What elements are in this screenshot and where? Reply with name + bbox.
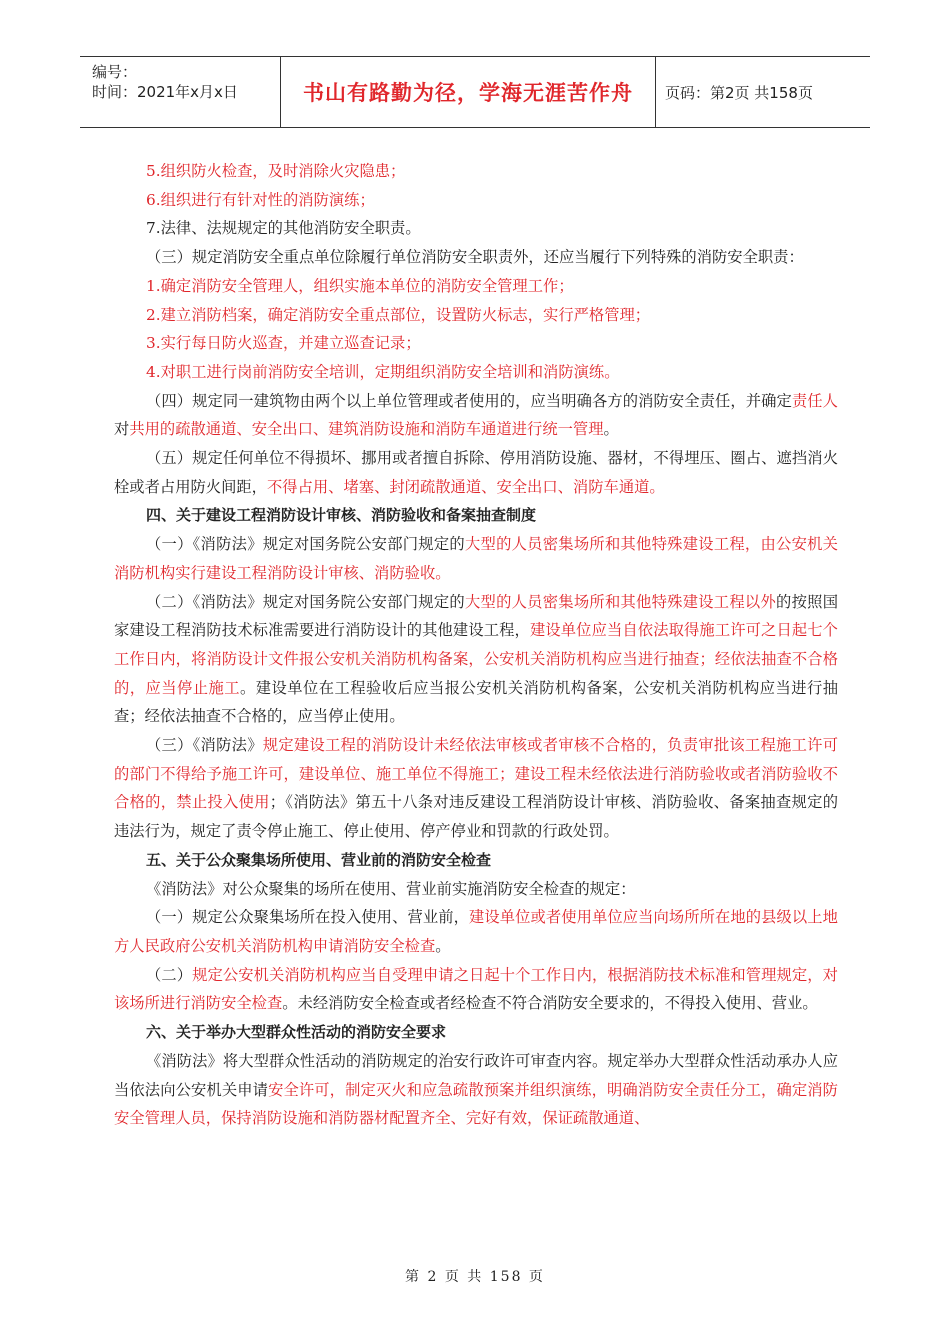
text-segment: （二）《消防法》规定对国务院公安部门规定的 xyxy=(146,592,465,611)
text-segment: 。 xyxy=(603,420,619,439)
text-segment: 7.法律、法规规定的其他消防安全职责。 xyxy=(146,219,421,238)
text-segment: 对 xyxy=(114,420,130,439)
highlighted-text: 3.实行每日防火巡查，并建立巡查记录； xyxy=(146,334,421,353)
text-segment: （五）规定任何单位不得损坏、挪用或者擅自拆除、停用消防设施、器材，不得埋压、圈占、遮挡消火栓或者占用防火间距， xyxy=(114,449,838,496)
header-page-info: 页码：第2页 共158页 xyxy=(665,83,813,102)
highlighted-text: 2.建立消防档案，确定消防安全重点部位，设置防火标志，实行严格管理； xyxy=(146,305,651,324)
highlighted-text: 建设单位应当自依法取得施工许可之日起七个工作日内，将消防设计文件报公安机关消防机构备案，公安机关消防机构应当进行抽查；经依法抽查不合格的，应当停止施工 xyxy=(114,621,838,697)
text-segment: （一）《消防法》规定对国务院公安部门规定的 xyxy=(146,535,465,554)
highlighted-text: 共用的疏散通道、安全出口、建筑消防设施和消防车通道进行统一管理 xyxy=(129,420,604,439)
highlighted-text: 不得占用、堵塞、封闭疏散通道、安全出口、消防车通道。 xyxy=(266,477,665,496)
paragraph xyxy=(114,358,838,387)
text-segment: 。建设单位在工程验收后应当报公安机关消防机构备案，公安机关消防机构应当进行抽查；经依法抽查不合格的，应当停止使用。 xyxy=(114,678,838,726)
highlighted-text: 安全许可，制定灭火和应急疏散预案并组织演练，明确消防安全责任分工，确定消防安全管理人员，保持消防设施和消防器材配置齐全、完好有效，保证疏散通道、 xyxy=(114,1080,838,1128)
paragraph xyxy=(114,588,838,732)
paragraph xyxy=(114,903,838,960)
document-number: 编号： xyxy=(92,63,138,81)
section-heading xyxy=(114,846,838,875)
paragraph xyxy=(114,1047,838,1133)
highlighted-text: 6.组织进行有针对性的消防演练； xyxy=(146,190,375,209)
highlighted-text: 5.组织防火检查，及时消除火灾隐患； xyxy=(146,162,406,180)
page-header xyxy=(80,56,870,128)
paragraph xyxy=(114,243,838,272)
paragraph xyxy=(114,961,838,1018)
text-segment: 。未经消防安全检查或者经检查不符合消防安全要求的，不得投入使用、营业。 xyxy=(282,994,818,1013)
text-segment: （二） xyxy=(146,965,193,984)
text-segment: （一）规定公众聚集场所在投入使用、营业前， xyxy=(146,908,469,927)
text-segment: 的按照国家建设工程消防技术标准需要进行消防设计的其他建设工程， xyxy=(114,592,838,640)
header-meta xyxy=(80,57,280,132)
paragraph xyxy=(114,186,838,215)
text-segment: 《消防法》对公众聚集的场所在使用、营业前实施消防安全检查的规定： xyxy=(146,879,636,898)
text-segment: 六、关于举办大型群众性活动的消防安全要求 xyxy=(146,1023,447,1042)
text-segment: （三）规定消防安全重点单位除履行单位消防安全职责外，还应当履行下列特殊的消防安全职责： xyxy=(146,248,804,267)
highlighted-text: 规定公安机关消防机构应当自受理申请之日起十个工作日内，根据消防技术标准和管理规定，对该场所进行消防安全检查 xyxy=(114,965,838,1013)
header-motto-cell xyxy=(280,57,656,127)
header-page-info-cell xyxy=(655,57,880,127)
highlighted-text: 规定建设工程的消防设计未经依法审核或者审核不合格的，负责审批该工程施工许可的部门不得给予施工许可，建设单位、施工单位不得施工；建设工程未经依法进行消防验收或者消防验收不合格的，禁止投入使用 xyxy=(114,736,838,812)
text-segment: （三）《消防法》 xyxy=(146,736,263,755)
paragraph xyxy=(114,731,838,846)
highlighted-text: 大型的人员密集场所和其他特殊建设工程，由公安机关消防机构实行建设工程消防设计审核、消防验收。 xyxy=(114,535,838,582)
paragraph xyxy=(114,387,838,444)
section-heading xyxy=(114,501,838,530)
section-heading xyxy=(114,1018,838,1047)
highlighted-text: 大型的人员密集场所和其他特殊建设工程以外 xyxy=(464,592,777,611)
paragraph xyxy=(114,444,838,501)
paragraph xyxy=(114,875,838,904)
document-date: 时间：2021年x月x日 xyxy=(92,83,238,101)
text-segment: 五、关于公众聚集场所使用、营业前的消防安全检查 xyxy=(146,850,492,869)
text-segment: （四）规定同一建筑物由两个以上单位管理或者使用的，应当明确各方的消防安全责任，并确定 xyxy=(146,391,792,410)
header-motto: 书山有路勤为径，学海无涯苦作舟 xyxy=(303,81,633,105)
text-segment: 四、关于建设工程消防设计审核、消防验收和备案抽查制度 xyxy=(146,506,537,525)
paragraph xyxy=(114,301,838,330)
text-segment: 。 xyxy=(435,936,451,955)
paragraph xyxy=(114,329,838,358)
paragraph xyxy=(114,214,838,243)
page-footer: 第 2 页 共 158 页 xyxy=(405,1269,545,1285)
paragraph xyxy=(114,157,838,186)
text-segment: ；《消防法》第五十八条对违反建设工程消防设计审核、消防验收、备案抽查规定的违法行为，规定了责令停止施工、停止使用、停产停业和罚款的行政处罚。 xyxy=(114,793,838,841)
highlighted-text: 1.确定消防安全管理人，组织实施本单位的消防安全管理工作； xyxy=(146,276,574,295)
highlighted-text: 责任人 xyxy=(791,391,838,410)
paragraph xyxy=(114,530,838,587)
highlighted-text: 建设单位或者使用单位应当向场所所在地的县级以上地方人民政府公安机关消防机构申请消防安全检查 xyxy=(114,908,838,955)
text-segment: 《消防法》将大型群众性活动的消防规定的治安行政许可审查内容。规定举办大型群众性活动承办人应当依法向公安机关申请 xyxy=(114,1051,838,1099)
highlighted-text: 4.对职工进行岗前消防安全培训，定期组织消防安全培训和消防演练。 xyxy=(146,362,620,381)
paragraph xyxy=(114,272,838,301)
document-body xyxy=(114,157,838,1133)
